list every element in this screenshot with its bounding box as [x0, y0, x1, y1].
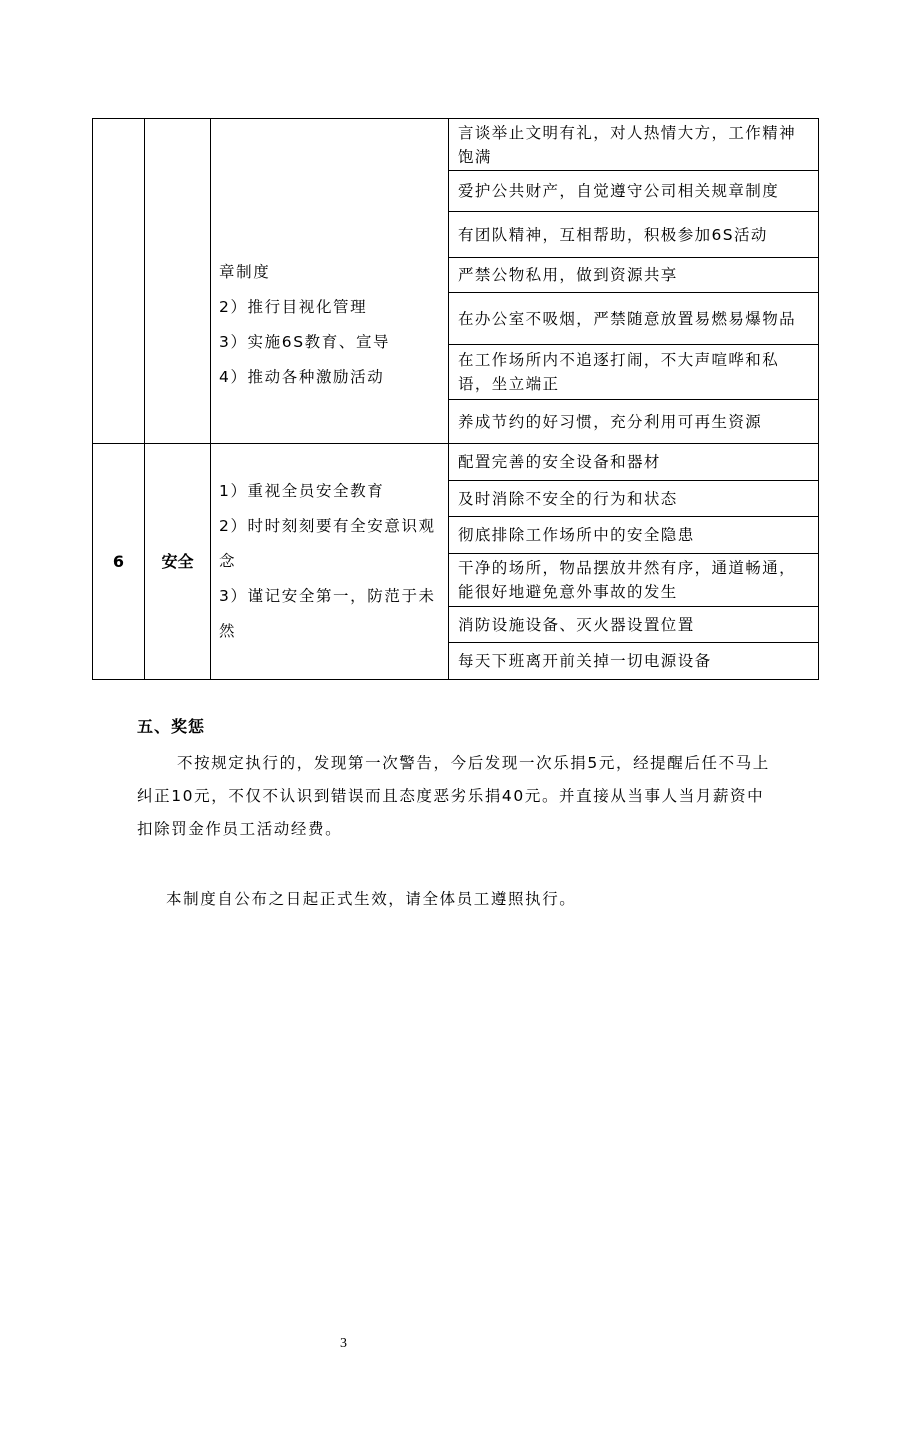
standard-cell: 消防设施设备、灭火器设置位置 — [449, 607, 819, 643]
standard-cell: 每天下班离开前关掉一切电源设备 — [449, 643, 819, 680]
measure-item: 2）推行目视化管理 — [219, 298, 368, 316]
closing-paragraph: 本制度自公布之日起正式生效，请全体员工遵照执行。 — [166, 890, 577, 908]
measure-item: 1）重视全员安全教育 — [219, 482, 385, 500]
standard-cell: 有团队精神，互相帮助，积极参加6S活动 — [449, 212, 819, 258]
standard-cell: 彻底排除工作场所中的安全隐患 — [449, 517, 819, 554]
section-heading: 五、奖惩 — [137, 717, 206, 736]
standard-cell: 爱护公共财产，自觉遵守公司相关规章制度 — [449, 171, 819, 212]
measures-cell — [211, 119, 449, 444]
measure-item: 4）推动各种激励活动 — [219, 368, 385, 386]
measure-item: 2）时时刻刻要有全安意识观念 — [219, 517, 436, 570]
category-cell: 安全 — [145, 444, 211, 680]
penalty-paragraph: 不按规定执行的，发现第一次警告，今后发现一次乐捐5元，经提醒后任不马上纠正10元，不仅不认识到错误而且态度恶劣乐捐40元。并直接从当事人当月薪资中扣除罚金作员工活动经费。 — [137, 754, 770, 838]
standard-cell: 在工作场所内不追逐打闹，不大声喧哗和私语，坐立端正 — [449, 345, 819, 400]
page-number: 3 — [340, 1336, 347, 1351]
measure-item: 章制度 — [219, 263, 271, 281]
standard-cell: 及时消除不安全的行为和状态 — [449, 481, 819, 517]
table-row — [93, 444, 819, 481]
standards-table — [92, 118, 819, 680]
category-cell — [145, 119, 211, 444]
standard-cell: 干净的场所，物品摆放井然有序，通道畅通，能很好地避免意外事故的发生 — [449, 554, 819, 607]
standard-cell: 言谈举止文明有礼，对人热情大方，工作精神饱满 — [449, 119, 819, 171]
standard-cell: 严禁公物私用，做到资源共享 — [449, 258, 819, 293]
measures-cell — [211, 444, 449, 680]
number-cell — [93, 119, 145, 444]
measure-item: 3）实施6S教育、宣导 — [219, 333, 391, 351]
number-cell: 6 — [93, 444, 145, 680]
standard-cell: 在办公室不吸烟，严禁随意放置易燃易爆物品 — [449, 293, 819, 345]
standard-cell: 养成节约的好习惯，充分利用可再生资源 — [449, 400, 819, 444]
standard-cell: 配置完善的安全设备和器材 — [449, 444, 819, 481]
measure-item: 3）谨记安全第一，防范于未然 — [219, 587, 436, 640]
table-row — [93, 119, 819, 171]
